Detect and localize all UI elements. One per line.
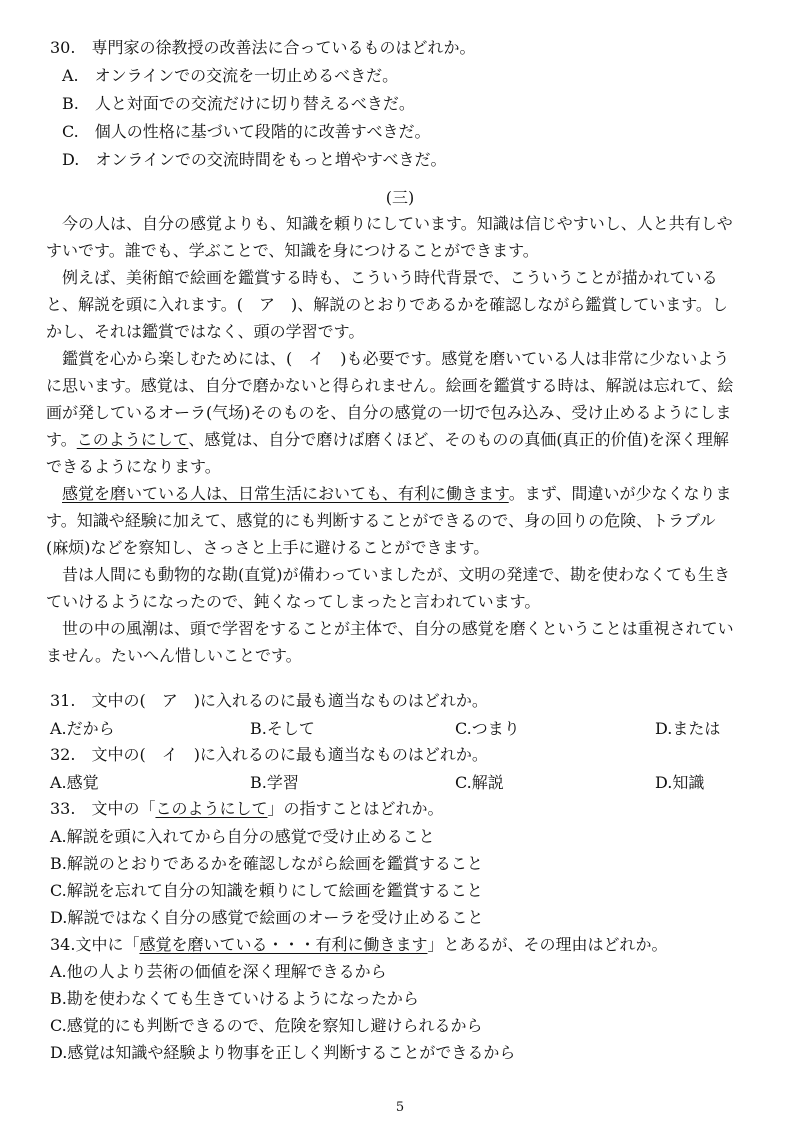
- passage-line: [62, 484, 731, 504]
- passage-line: [46, 430, 729, 450]
- section-title: (三): [385, 188, 415, 207]
- passage-line: かし、それは鑑賞ではなく、頭の学習です。: [46, 322, 365, 341]
- q32-question: 32. 文中の( イ )に入れるのに最も適当なものはどれか。: [50, 745, 488, 764]
- q31-option-c: C.つまり: [455, 719, 520, 738]
- question-text: 34.文中に「: [50, 935, 140, 954]
- q34-question: [50, 935, 667, 955]
- passage-text: す。: [46, 430, 77, 449]
- q30-option-c: C. 個人の性格に基づいて段階的に改善すべきだ。: [62, 122, 431, 141]
- passage-line: ていけるようになったので、鈍くなってしまったと言われています。: [46, 592, 541, 611]
- passage-line: 世の中の風潮は、頭で学習をすることが主体で、自分の感覚を磨くということは重視されてい: [62, 619, 734, 638]
- q31-option-b: B.そして: [250, 719, 315, 738]
- passage-text: 、感覚は、自分で磨けば磨くほど、そのものの真価(真正的价值)を深く理解: [188, 430, 729, 449]
- q30-question: 30. 専門家の徐教授の改善法に合っているものはどれか。: [50, 38, 476, 57]
- q33-option-c: C.解説を忘れて自分の知識を頼りにして絵画を鑑賞すること: [50, 881, 483, 900]
- q33-option-b: B.解説のとおりであるかを確認しながら絵画を鑑賞すること: [50, 854, 483, 873]
- q31-option-d: D.または: [655, 719, 721, 738]
- q34-option-a: A.他の人より芸術の価値を深く理解できるから: [50, 962, 387, 981]
- q31-option-a: A.だから: [50, 719, 115, 738]
- q34-option-d: D.感覚は知識や経験より物事を正しく判断することができるから: [50, 1043, 516, 1062]
- q32-option-a: A.感覚: [50, 773, 99, 792]
- q34-option-b: B.勘を使わなくても生きていけるようになったから: [50, 989, 419, 1008]
- passage-line: (麻烦)などを察知し、さっさと上手に避けることができます。: [46, 538, 490, 557]
- q33-option-a: A.解説を頭に入れてから自分の感覚で受け止めること: [50, 827, 435, 846]
- q33-question: [50, 799, 443, 819]
- q32-option-d: D.知識: [655, 773, 705, 792]
- page-number: 5: [395, 1100, 405, 1115]
- passage-line: 鑑賞を心から楽しむためには、( イ )も必要です。感覚を磨いている人は非常に少ないよう: [62, 349, 730, 368]
- q33-option-d: D.解説ではなく自分の感覚で絵画のオーラを受け止めること: [50, 908, 484, 927]
- passage-line: 例えば、美術館で絵画を鑑賞する時も、こういう時代背景で、こういうことが描かれている: [62, 268, 718, 287]
- passage-text: 。まず、間違いが少なくなりま: [508, 484, 732, 503]
- q30-option-d: D. オンラインでの交流時間をもっと増やすべきだ。: [62, 150, 447, 169]
- passage-line: に思います。感覚は、自分で磨かないと得られません。絵画を鑑賞する時は、解説は忘れて、絵: [46, 376, 734, 395]
- underlined-phrase-kankaku: 感覚を磨いている人は、日常生活においても、有利に働きます: [62, 484, 509, 503]
- passage-line: できるようになります。: [46, 457, 221, 476]
- passage-line: す。知識や経験に加えて、感覚的にも判断することができるので、身の回りの危険、トラブル: [46, 511, 716, 530]
- q31-question: 31. 文中の( ア )に入れるのに最も適当なものはどれか。: [50, 691, 488, 710]
- passage-line: 昔は人間にも動物的な勘(直覚)が備わっていましたが、文明の発達で、勘を使わなくても生き: [62, 565, 731, 584]
- q32-option-b: B.学習: [250, 773, 299, 792]
- q30-option-b: B. 人と対面での交流だけに切り替えるべきだ。: [62, 94, 415, 113]
- passage-line: ません。たいへん惜しいことです。: [46, 646, 302, 665]
- underlined-phrase: このようにして: [155, 799, 268, 818]
- underlined-phrase-konoyouni: このようにして: [76, 430, 189, 449]
- q34-option-c: C.感覚的にも判断できるので、危険を察知し避けられるから: [50, 1016, 483, 1035]
- q32-option-c: C.解説: [455, 773, 504, 792]
- underlined-phrase: 感覚を磨いている・・・有利に働きます: [139, 935, 428, 954]
- passage-line: すいです。誰でも、学ぶことで、知識を身につけることができます。: [46, 241, 539, 260]
- passage-line: と、解説を頭に入れます。( ア )、解説のとおりであるかを確認しながら鑑賞しています。し: [46, 295, 728, 314]
- question-text: 」の指すことはどれか。: [267, 799, 444, 818]
- passage-line: 今の人は、自分の感覚よりも、知識を頼りにしています。知識は信じやすいし、人と共有しや: [62, 214, 733, 233]
- question-text: 」とあるが、その理由はどれか。: [427, 935, 668, 954]
- passage-line: 画が発しているオーラ(气场)そのものを、自分の感覚の一切で包み込み、受け止めるようにしま: [46, 403, 732, 422]
- q30-option-a: A. オンラインでの交流を一切止めるべきだ。: [62, 66, 399, 85]
- question-text: 33. 文中の「: [50, 799, 156, 818]
